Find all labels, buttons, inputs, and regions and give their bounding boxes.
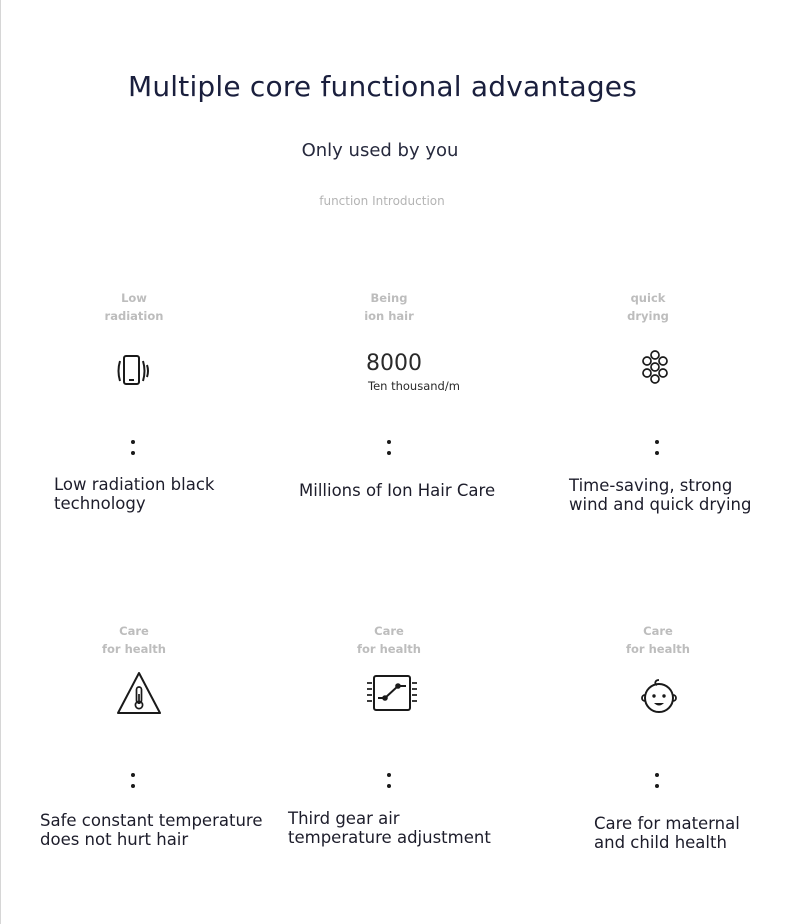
feature-tag-line: for health [357,642,421,656]
feature-desc-line: Low radiation black [54,475,215,494]
chip-adjust-icon [365,673,419,713]
feature-desc-line: Millions of Ion Hair Care [299,481,496,500]
feature-tag-line: radiation [104,309,164,323]
feature-tag-line: Care [643,624,673,638]
feature-desc-low-radiation [54,475,214,513]
feature-tag-line: Care [119,624,149,638]
feature-desc-line: does not hurt hair [40,830,189,849]
feature-tag-line: ion hair [364,309,414,323]
feature-tag-care-health-1 [64,622,204,658]
feature-desc-third-gear [288,809,491,847]
page-subtitle: Only used by you [301,140,459,161]
intro-caption: function Introduction [319,194,445,208]
separator-dot [387,451,391,455]
feature-tag-line: for health [102,642,166,656]
feature-desc-quick-drying [569,476,751,514]
feature-tag-line: quick [630,291,666,305]
feature-desc-line: Safe constant temperature [40,811,263,830]
feature-tag-care-health-2 [319,622,459,658]
ion-stat-unit: Ten thousand/m [368,379,460,393]
separator-dot [387,773,391,777]
feature-tag-care-health-3 [588,622,728,658]
phone-signal-icon [114,351,154,391]
separator-dot [131,773,135,777]
feature-tag-line: Low [121,291,147,305]
page-title: Multiple core functional advantages [127,70,638,103]
ion-stat-value: 8000 [366,351,422,376]
thermometer-warning-icon [115,670,163,716]
feature-tag-quick-drying [578,289,718,325]
separator-dot [387,784,391,788]
feature-desc-line: technology [54,494,146,513]
feature-desc-line: temperature adjustment [288,828,491,847]
feature-desc-line: Third gear air [288,809,400,828]
separator-dot [387,440,391,444]
separator-dot [655,451,659,455]
separator-dot [131,784,135,788]
hexagon-cluster-icon [638,349,672,385]
separator-dot [655,773,659,777]
feature-desc-safe-temperature [40,811,262,849]
separator-dot [655,784,659,788]
feature-tag-line: Care [374,624,404,638]
feature-tag-low-radiation [64,289,204,325]
feature-desc-maternal-child [594,814,740,852]
feature-desc-line: wind and quick drying [569,495,752,514]
separator-dot [131,451,135,455]
feature-tag-line: Being [370,291,408,305]
feature-desc-line: and child health [594,833,727,852]
feature-tag-ion-hair [319,289,459,325]
left-edge-divider [0,0,1,924]
separator-dot [655,440,659,444]
feature-desc-ion-hair [299,481,495,500]
feature-desc-line: Time-saving, strong [569,476,733,495]
feature-tag-line: for health [626,642,690,656]
feature-tag-line: drying [627,309,669,323]
feature-desc-line: Care for maternal [594,814,740,833]
baby-face-icon [637,676,681,718]
separator-dot [131,440,135,444]
